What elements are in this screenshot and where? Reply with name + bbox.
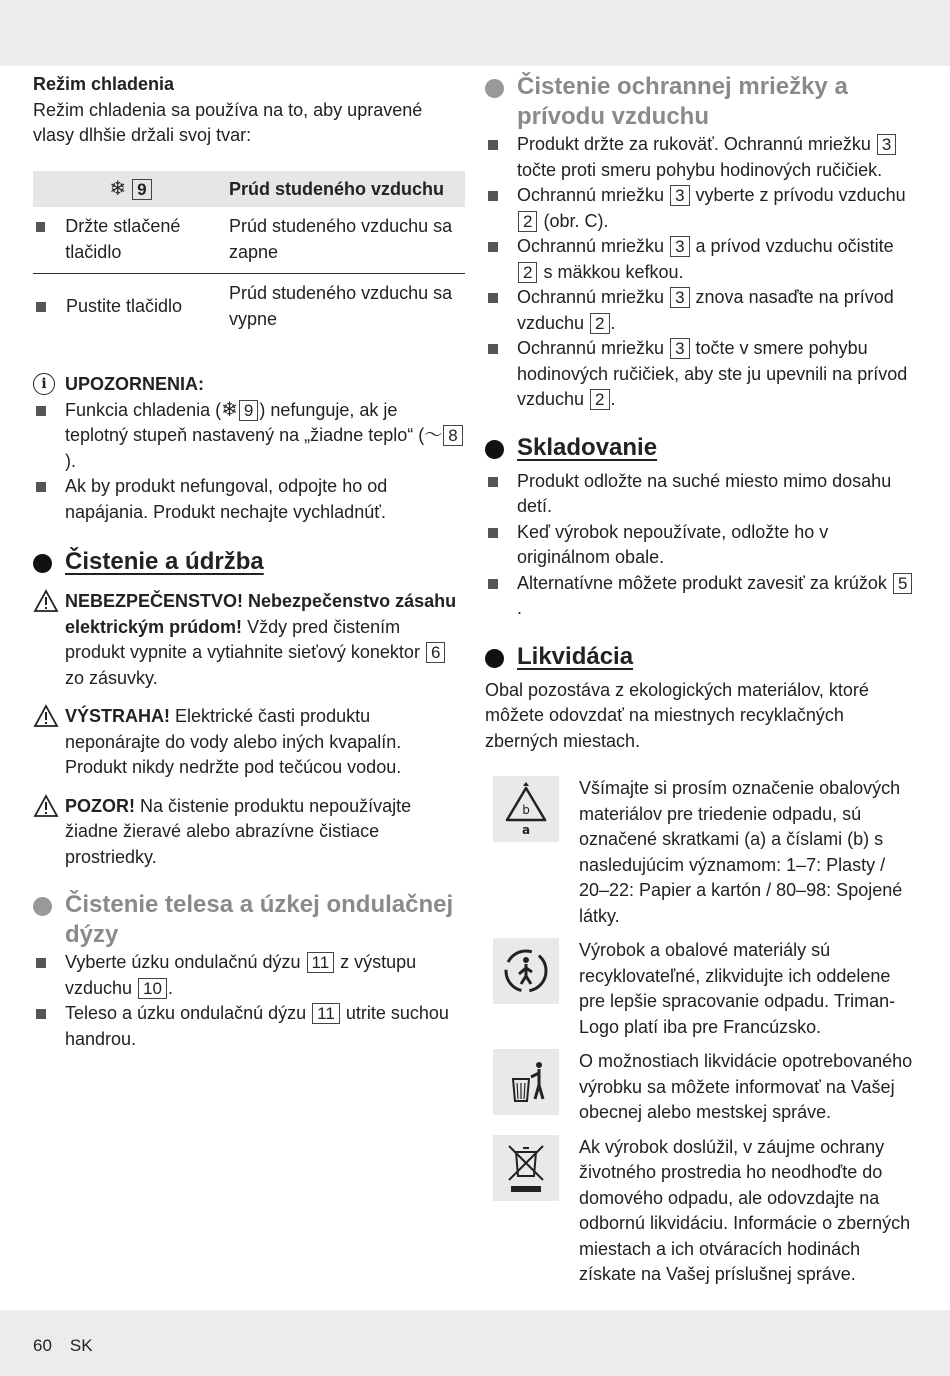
section-heading-storage: Skladovanie [485, 433, 917, 463]
storage-list [485, 469, 917, 622]
list-item: Ochrannú mriežku 3 znova nasaďte na prívod vzduchu 2 . [485, 285, 917, 336]
bullet-dot-icon [485, 79, 504, 98]
crossed-bin-icon [493, 1135, 559, 1201]
trash-bin-person-icon [493, 1049, 559, 1115]
bullet-icon [36, 222, 45, 232]
footer-bar [0, 1310, 950, 1376]
symbol-text: Všímajte si prosím označenie obalových materiálov pre triedenie odpadu, sú označené skratkami (a) a číslami (b) s nasledujúcim významom: 1–7: Plasty / 20–22: Papier a kartón / 80–98: Spojené látky. [579, 778, 903, 926]
cool-mode-intro: Režim chladenia sa používa na to, aby upravené vlasy dlhšie držali svoj tvar: [33, 99, 423, 145]
symbol-row [485, 1049, 917, 1126]
no-heat-icon: 〜 [424, 425, 443, 445]
language-code: SK [69, 1336, 93, 1355]
list-item: Ak by produkt nefungoval, odpojte ho od napájania. Produkt nechajte vychladnúť. [33, 474, 465, 525]
list-item: Teleso a úzku ondulačnú dýzu 11 utrite suchou handrou. [33, 1001, 465, 1052]
left-column [33, 72, 465, 1052]
snowflake-icon: ❄ [109, 177, 127, 200]
notes-block [33, 372, 465, 398]
symbol-row [485, 776, 917, 929]
cool-mode-table [33, 171, 465, 341]
list-item: Ochrannú mriežku 3 a prívod vzduchu očistite 2 s mäkkou kefkou. [485, 234, 917, 285]
list-item: Ochrannú mriežku 3 vyberte z prívodu vzduchu 2 (obr. C). [485, 183, 917, 234]
triman-logo-icon [493, 938, 559, 1004]
symbol-row [485, 938, 917, 1040]
section-heading-grille: Čistenie ochrannej mriežky a prívodu vzduchu [485, 72, 917, 132]
bullet-dot-icon [33, 897, 52, 916]
list-item: Ochrannú mriežku 3 točte v smere pohybu hodinových ručičiek, aby ste ju upevnili na prívod vzduchu 2 . [485, 336, 917, 413]
disposal-intro: Obal pozostáva z ekologických materiálov, ktoré môžete odovzdať na miestnych recyklačných zberných miestach. [485, 679, 869, 751]
section-heading-disposal: Likvidácia [485, 642, 917, 672]
list-item: Funkcia chladenia (❄ 9 ) nefunguje, ak je teplotný stupeň nastavený na „žiadne teplo“ (〜 8). [33, 398, 465, 475]
svg-text:a: a [521, 823, 531, 836]
symbol-text: Výrobok a obalové materiály sú recyklovateľné, zlikvidujte ich oddelene pre lepšie spracovanie odpadu. Triman-Logo platí iba pre Francúzsko. [579, 940, 896, 1037]
recycling-code-icon [493, 776, 559, 842]
warning-triangle-icon [33, 704, 59, 728]
danger-warning: NEBEZPEČENSTVO! Nebezpečenstvo zásahu elektrickým prúdom! Vždy pred čistením produkt vypnite a vytiahnite sieťový konektor 6 zo zásuvky. [33, 589, 465, 691]
cool-mode-title: Režim chladenia [33, 74, 175, 94]
bullet-dot-icon [485, 440, 504, 459]
right-column [485, 72, 917, 1297]
body-clean-list [33, 950, 465, 1052]
grille-list [485, 132, 917, 413]
warning-triangle-icon [33, 794, 59, 818]
list-item: Produkt odložte na suché miesto mimo dosahu detí. [485, 469, 917, 520]
svg-text:b: b [522, 803, 530, 817]
section-heading-clean: Čistenie a údržba [33, 547, 465, 577]
list-item: Alternatívne môžete produkt zavesiť za krúžok 5. [485, 571, 917, 622]
table-header-text: Prúd studeného vzduchu [229, 171, 465, 208]
notes-list [33, 398, 465, 526]
ref-number: 9 [132, 179, 151, 200]
bullet-dot-icon [485, 649, 504, 668]
disposal-symbols [485, 776, 917, 1288]
list-item: Vyberte úzku ondulačnú dýzu 11 z výstupu vzduchu 10 . [33, 950, 465, 1001]
list-item: Produkt držte za rukoväť. Ochrannú mriežku 3 točte proti smeru pohybu hodinových ručičiek. [485, 132, 917, 183]
symbol-text: O možnostiach likvidácie opotrebovaného výrobku sa môžete informovať na Vašej obecnej alebo mestskej správe. [579, 1051, 913, 1122]
notes-title: UPOZORNENIA: [65, 374, 204, 394]
snowflake-icon: ❄ [221, 398, 238, 421]
header-bar [0, 0, 950, 66]
symbol-text: Ak výrobok doslúžil, v záujme ochrany životného prostredia ho neodhoďte do domového odpadu, ale odovzdajte na odbornú likvidáciu. Informácie o zberných miestach a ich otváracích hodinách získate na Vašej príslušnej správe. [579, 1136, 911, 1284]
table-header [33, 171, 465, 208]
info-icon: i [33, 373, 55, 395]
symbol-row [485, 1135, 917, 1288]
page-number: 60 [33, 1336, 52, 1355]
section-heading-body-clean: Čistenie telesa a úzkej ondulačnej dýzy [33, 890, 465, 950]
warning-triangle-icon [33, 589, 59, 613]
bullet-icon [36, 302, 46, 312]
list-item: Keď výrobok nepoužívate, odložte ho v originálnom obale. [485, 520, 917, 571]
bullet-dot-icon [33, 554, 52, 573]
caution-block: POZOR! Na čistenie produktu nepoužívajte žiadne žieravé alebo abrazívne čistiace prostriedky. [33, 794, 465, 871]
warning-block: VÝSTRAHA! Elektrické časti produktu neponárajte do vody alebo iných kvapalín. Produkt nikdy nedržte pod tečúcou vodou. [33, 704, 465, 781]
table-row: Držte stlačené tlačidlo Prúd studeného vzduchu sa zapne [33, 207, 465, 274]
page-footer [33, 1336, 111, 1356]
table-row: Pustite tlačidlo Prúd studeného vzduchu sa vypne [33, 274, 465, 341]
